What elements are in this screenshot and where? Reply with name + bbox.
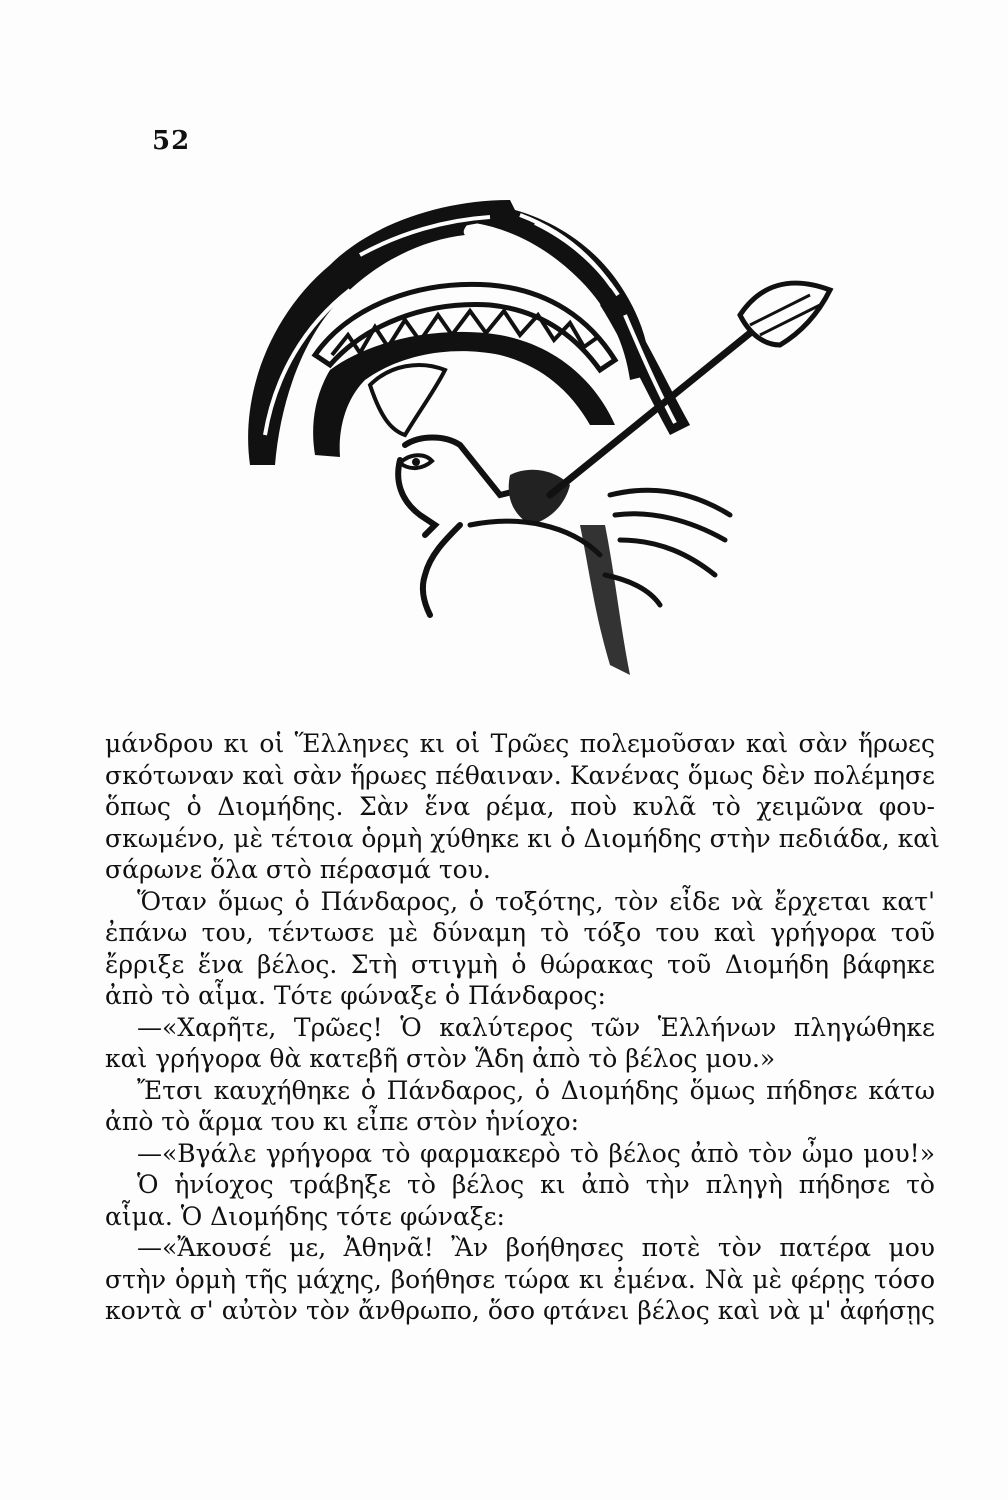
text-line: ἀπὸ τὸ ἅρμα του κι εἶπε στὸν ἡνίοχο: bbox=[105, 1107, 580, 1136]
text-line: στὴν ὁρμὴ τῆς μάχης, βοήθησε τώρα κι ἐμένα. Νὰ μὲ φέρῃς τόσο bbox=[105, 1264, 935, 1294]
text-line: ἐπάνω του, τέντωσε μὲ δύναμη τὸ τόξο του καὶ γρήγορα τοῦ bbox=[105, 918, 935, 947]
text-line: ὅπως ὁ Διομήδης. Σὰν ἕνα ρέμα, ποὺ κυλᾶ τὸ χειμῶνα φου- bbox=[105, 792, 935, 821]
text-line: κοντὰ σ' αὐτὸν τὸν ἄνθρωπο, ὅσο φτάνει βέλος καὶ νὰ μ' ἀφήσῃς bbox=[105, 1296, 935, 1325]
text-line: —«Ἄκουσέ με, Ἀθηνᾶ! Ἂν βοήθησες ποτὲ τὸν πατέρα μου bbox=[137, 1233, 935, 1262]
text-line: καὶ γρήγορα θὰ κατεβῆ στὸν Ἅδη ἀπὸ τὸ βέλος μου.» bbox=[105, 1044, 776, 1073]
text-line: σκωμένο, μὲ τέτοια ὁρμὴ χύθηκε κι ὁ Διομήδης στὴν πεδιάδα, καὶ bbox=[105, 823, 940, 853]
text-line: ἔρριξε ἕνα βέλος. Στὴ στιγμὴ ὁ θώρακας τοῦ Διομήδη βάφηκε bbox=[105, 949, 935, 979]
text-line: ἀπὸ τὸ αἷμα. Τότε φώναξε ὁ Πάνδαρος: bbox=[105, 981, 606, 1010]
text-line: σκότωναν καὶ σὰν ἥρωες πέθαιναν. Κανένας ὅμως δὲν πολέμησε bbox=[105, 760, 935, 790]
text-line: σάρωνε ὅλα στὸ πέρασμά του. bbox=[105, 855, 491, 884]
page-number: 52 bbox=[152, 126, 191, 156]
warrior-head-illustration bbox=[220, 195, 850, 695]
neck-shading bbox=[580, 525, 630, 675]
text-line: αἷμα. Ὁ Διομήδης τότε φώναξε: bbox=[105, 1201, 505, 1231]
text-line: μάνδρου κι οἱ Ἕλληνες κι οἱ Τρῶες πολεμοῦσαν καὶ σὰν ἥρωες bbox=[105, 729, 935, 758]
text-line: Ἔτσι καυχήθηκε ὁ Πάνδαρος, ὁ Διομήδης ὅμως πήδησε κάτω bbox=[137, 1075, 935, 1105]
text-line: Ὅταν ὅμως ὁ Πάνδαρος, ὁ τοξότης, τὸν εἶδε νὰ ἔρχεται κατ' bbox=[137, 886, 935, 916]
text-line: —«Χαρῆτε, Τρῶες! Ὁ καλύτερος τῶν Ἑλλήνων πληγώθηκε bbox=[137, 1012, 935, 1042]
body-text bbox=[105, 728, 940, 1327]
arrow-fletching bbox=[740, 283, 830, 345]
text-line: —«Βγάλε γρήγορα τὸ φαρμακερὸ τὸ βέλος ἀπὸ τὸν ὦμο μου!» bbox=[137, 1138, 935, 1168]
beard bbox=[509, 470, 570, 525]
text-line: Ὁ ἡνίοχος τράβηξε τὸ βέλος κι ἀπὸ τὴν πληγὴ πήδησε τὸ bbox=[137, 1170, 935, 1199]
